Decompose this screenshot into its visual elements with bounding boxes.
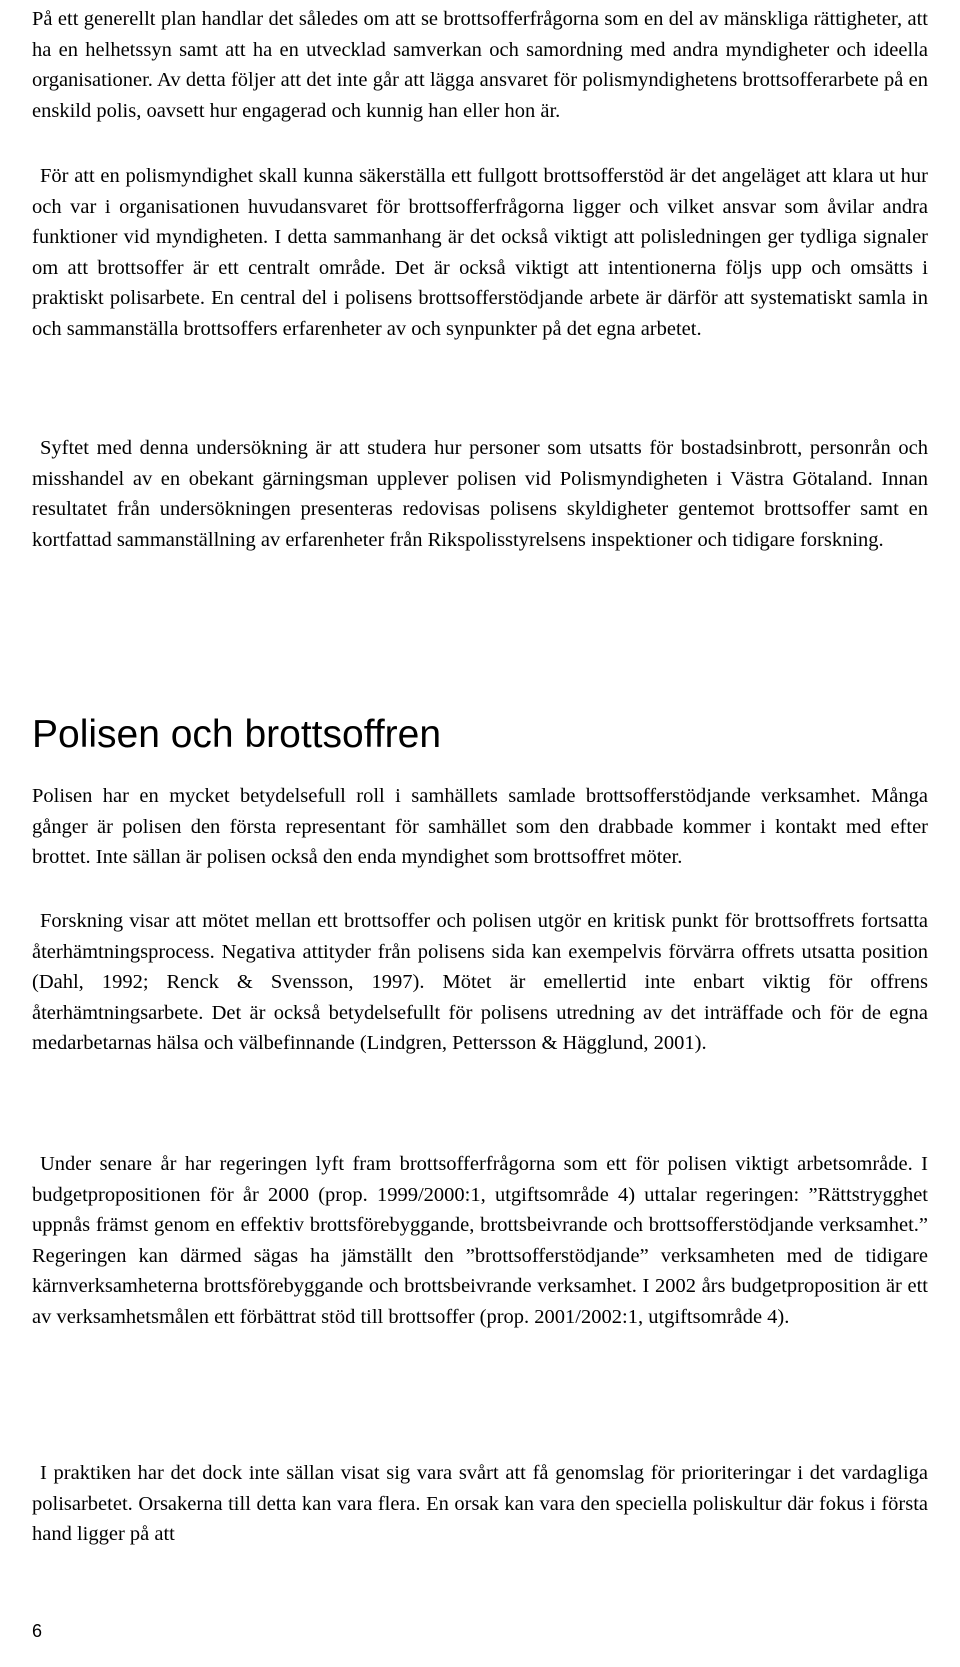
paragraph-practice: I praktiken har det dock inte sällan visat sig vara svårt att få genomslag för prioriteringar i det vardagliga polisarbetet. Orsakerna till detta kan vara flera. En orsak kan vara den speciella poliskultur där fokus i första hand ligger på att: [32, 1462, 928, 1546]
page-number: 6: [32, 1621, 43, 1641]
paragraph-intro-human-rights: På ett generellt plan handlar det således om att se brottsofferfrågorna som en del av mänskliga rättigheter, att ha en helhetssyn samt att ha en utvecklad samverkan och samordning med andra myndigheter och ideella organisationer. Av detta följer att det inte går att lägga ansvaret för polismyndighetens brottsofferarbete på en enskild polis, oavsett hur engagerad och kunnig han eller hon är.: [32, 8, 928, 122]
paragraph-government: Under senare år har regeringen lyft fram brottsofferfrågorna som ett för polisen viktigt arbetsområde. I budgetpropositionen för år 2000 (prop. 1999/2000:1, utgiftsområde 4) uttalar regeringen: ”Rättstrygghet uppnås främst genom en effektiv brottsförebyggande, brottsbeivrande och brottsofferstödjande verksamhet.” Regeringen kan därmed sägas ha jämställt den ”brottsofferstödjande” verksamheten med de tidigare kärnverksamheterna brottsförebyggande och brottsbeivrande verksamhet. I 2002 års budgetproposition är ett av verksamhetsmålen ett förbättrat stöd till brottsoffer (prop. 2001/2002:1, utgiftsområde 4).: [32, 1153, 928, 1328]
paragraph-responsibility: För att en polismyndighet skall kunna säkerställa ett fullgott brottsofferstöd är det angeläget att klara ut hur och var i organisationen huvudansvaret för brottsofferfrågorna ligger och vilket ansvar som åvilar andra funktioner vid myndigheten. I detta sammanhang är det också viktigt att polisledningen ger tydliga signaler om att brottsoffer är ett centralt område. Det är också viktigt att intentionerna följs upp och omsätts i praktiskt polisarbete. En central del i polisens brottsofferstödjande arbete är därför att systematiskt samla in och sammanställa brottsoffers erfarenheter av och synpunkter på det egna arbetet.: [32, 165, 928, 340]
section-heading: Polisen och brottsoffren: [32, 713, 442, 756]
paragraph-research: Forskning visar att mötet mellan ett brottsoffer och polisen utgör en kritisk punkt för brottsoffrets fortsatta återhämtningsprocess. Negativa attityder från polisens sida kan exempelvis förvärra offrets utsatta position (Dahl, 1992; Renck & Svensson, 1997). Mötet är emellertid inte enbart viktig för offrens återhämtningsarbete. Det är också betydelsefullt för polisens utredning av det inträffade och för de egna medarbetarnas hälsa och välbefinnande (Lindgren, Pettersson & Hägglund, 2001).: [32, 910, 928, 1055]
paragraph-study-purpose: Syftet med denna undersökning är att studera hur personer som utsatts för bostadsinbrott, personrån och misshandel av en obekant gärningsman upplever polisen vid Polismyndigheten i Västra Götaland. Innan resultatet från undersökningen presenteras redovisas polisens skyldigheter gentemot brottsoffer samt en kortfattad sammanställning av erfarenheter från Rikspolisstyrelsens inspektioner och tidigare forskning.: [32, 437, 928, 551]
paragraph-police-role: Polisen har en mycket betydelsefull roll i samhällets samlade brottsofferstödjande verksamhet. Många gånger är polisen den första representant för samhället som den drabbade kommer i kontakt med efter brottet. Inte sällan är polisen också den enda myndighet som brottsoffret möter.: [32, 785, 928, 869]
